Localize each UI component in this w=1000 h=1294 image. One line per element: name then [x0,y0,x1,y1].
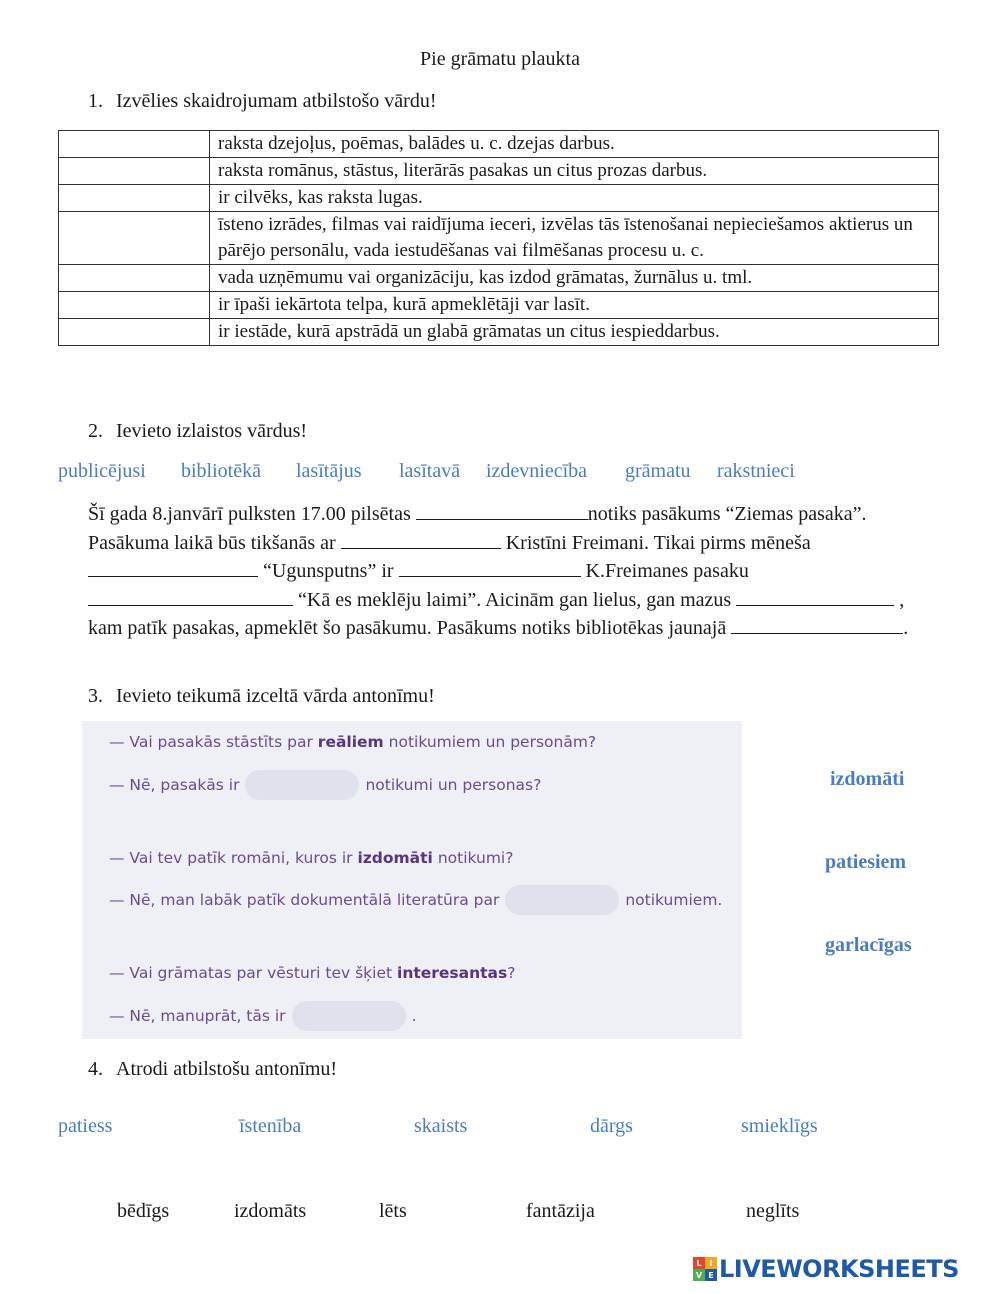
definition-cell: ir cilvēks, kas raksta lugas. [210,185,939,212]
task3-number: 3. [88,685,103,707]
answer-cell[interactable] [59,212,210,265]
antonym-option[interactable]: garlacīgas [825,934,912,956]
task1-heading [88,90,436,113]
logo-mark-icon: L I V E [693,1257,717,1281]
antonym-item[interactable]: bēdīgs [117,1200,170,1222]
table-row [59,185,939,212]
highlighted-word: reāliem [317,733,384,751]
word-option[interactable]: grāmatu [625,460,691,482]
definitions-table [58,130,939,346]
antonym-option[interactable]: patiesiem [825,851,907,873]
answer-line: — Nē, manuprāt, tās ir . [109,1001,417,1031]
task1-heading-text: Izvēlies skaidrojumam atbilstošo vārdu! [116,90,437,112]
antonym-item[interactable]: fantāzija [526,1200,595,1222]
task2-heading-text: Ievieto izlaistos vārdus! [116,420,308,442]
word-option[interactable]: rakstnieci [717,460,795,482]
highlighted-word: izdomāti [357,849,433,867]
antonym-item[interactable]: neglīts [746,1200,800,1222]
highlighted-word: interesantas [397,964,508,982]
word-option[interactable]: lasītavā [399,460,461,482]
answer-cell[interactable] [59,158,210,185]
blank-input[interactable] [416,501,588,520]
page-title: Pie grāmatu plaukta [420,48,580,70]
answer-line: — Nē, man labāk patīk dokumentālā literatūra par notikumiem. [109,885,722,915]
definition-cell: raksta romānus, stāstus, literārās pasakas un citus prozas darbus. [210,158,939,185]
word-item[interactable]: skaists [414,1115,468,1137]
blank-input[interactable] [399,558,581,577]
definition-cell: vada uzņēmumu vai organizāciju, kas izdod grāmatas, žurnālus u. tml. [210,265,939,292]
word-item[interactable]: dārgs [590,1115,633,1137]
word-item[interactable]: patiess [58,1115,113,1137]
paragraph-text: K.Freimanes pasaku [580,560,749,583]
antonym-item[interactable]: izdomāts [234,1200,307,1222]
answer-cell[interactable] [59,131,210,158]
answer-cell[interactable] [59,319,210,346]
table-row [59,158,939,185]
drop-zone[interactable] [245,770,359,800]
task4-heading-text: Atrodi atbilstošu antonīmu! [116,1058,338,1080]
question-line: — Vai pasakās stāstīts par reāliem notikumiem un personām? [109,733,597,751]
definition-cell: īsteno izrādes, filmas vai raidījuma ieceri, izvēlas tās īstenošanai nepieciešamos aktierus un pārējo personālu, vada iestudēšanas vai filmēšanas procesu u. c. [210,212,939,265]
blank-input[interactable] [341,530,501,549]
definition-cell: ir iestāde, kurā apstrādā un glabā grāmatas un citus iespieddarbus. [210,319,939,346]
answer-cell[interactable] [59,265,210,292]
table-row [59,212,939,265]
table-row [59,265,939,292]
blank-input[interactable] [88,587,293,606]
dialogue-panel [82,721,742,1039]
word-option[interactable]: lasītājus [296,460,362,482]
question-line: — Vai grāmatas par vēsturi tev šķiet interesantas ? [109,964,516,982]
logo-text: LIVEWORKSHEETS [719,1255,959,1283]
antonym-option[interactable]: izdomāti [830,768,905,790]
answer-cell[interactable] [59,185,210,212]
paragraph-text: . [903,617,909,640]
task3-heading-text: Ievieto teikumā izceltā vārda antonīmu! [116,685,435,707]
table-row [59,319,939,346]
table-row [59,131,939,158]
question-line: — Vai tev patīk romāni, kuros ir izdomāti notikumi? [109,849,514,867]
paragraph-text: Šī gada 8.janvārī pulksten 17.00 pilsētas [88,503,416,525]
antonym-item[interactable]: lēts [379,1200,407,1222]
task2-number: 2. [88,420,103,442]
paragraph-text: , kam patīk pasakas, apmeklēt šo pasākumu. Pasākums notiks bibliotēkas jaunajā [88,588,905,640]
task2-heading [88,420,307,443]
word-item[interactable]: īstenība [239,1115,302,1137]
answer-cell[interactable] [59,292,210,319]
paragraph-text: Kristīni Freimani. Tikai pirms mēneša [500,531,811,554]
word-option[interactable]: izdevniecība [486,460,588,482]
definition-cell: raksta dzejoļus, poēmas, balādes u. c. dzejas darbus. [210,131,939,158]
drop-zone[interactable] [505,885,619,915]
definition-cell: ir īpaši iekārtota telpa, kurā apmeklētāji var lasīt. [210,292,939,319]
paragraph-text: “Kā es meklēju laimi”. Aicinām gan lielus, gan mazus [293,588,737,611]
paragraph-text: “Ugunsputns” ir [258,560,399,583]
blank-input[interactable] [88,558,258,577]
table-row [59,292,939,319]
task3-heading [88,685,435,708]
word-item[interactable]: smieklīgs [741,1115,818,1137]
word-option[interactable]: publicējusi [58,460,146,482]
fill-in-paragraph [88,500,938,643]
paragraph-text: notiks pasākums “Ziemas pasaka”. Pasākuma laikā būs tikšanās ar [88,503,867,554]
liveworksheets-logo [693,1252,959,1286]
answer-line: — Nē, pasakās ir notikumi un personas? [109,770,541,800]
task4-heading [88,1058,337,1081]
drop-zone[interactable] [292,1001,406,1031]
word-option[interactable]: bibliotēkā [181,460,261,482]
task1-number: 1. [88,90,103,112]
task4-number: 4. [88,1058,103,1080]
blank-input[interactable] [731,615,903,634]
blank-input[interactable] [736,587,894,606]
